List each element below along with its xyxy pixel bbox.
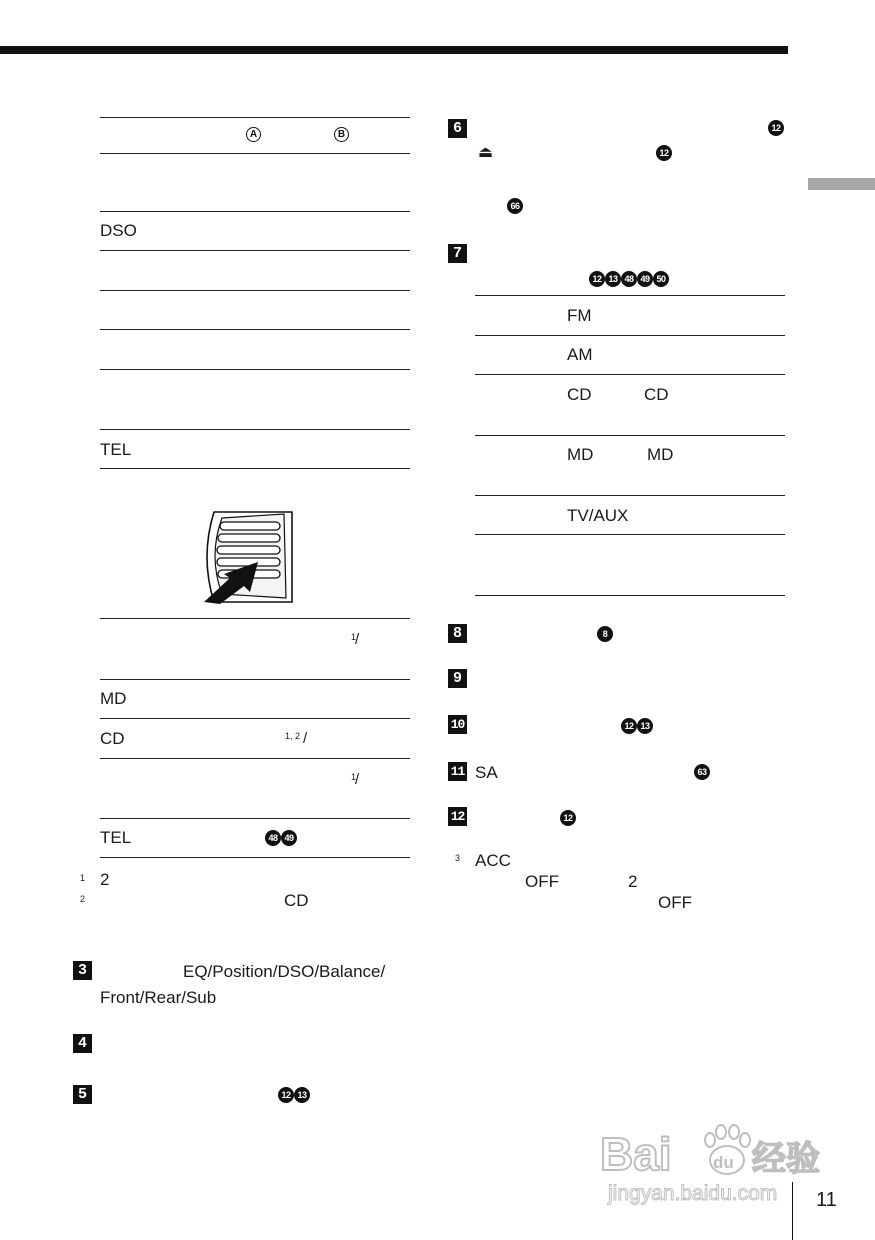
footnote-ref: 1 (351, 772, 357, 782)
footnote-ref: 1, 2 (285, 731, 301, 741)
row-label-md: MD (100, 689, 127, 708)
table-rule (100, 250, 410, 251)
slash-mark: / (303, 730, 308, 747)
page-ref: 12 (621, 718, 637, 734)
item-number-3: 3 (73, 961, 92, 980)
table-rule (100, 290, 410, 291)
page-ref: 12 (656, 145, 672, 161)
page-ref: 50 (653, 271, 669, 287)
footnote-mark-3: 3 (455, 853, 461, 863)
source-tv-aux: TV/AUX (567, 506, 629, 525)
page-refs (589, 271, 669, 287)
page-refs (278, 1087, 310, 1103)
item3-text-line2: Front/Rear/Sub (100, 988, 217, 1007)
note3-two: 2 (628, 872, 638, 891)
table-rule (475, 295, 785, 296)
footnote-text-2: CD (284, 891, 309, 910)
note3-off-a: OFF (525, 872, 559, 891)
footnote-text-1: 2 (100, 870, 110, 889)
slash-mark: / (355, 771, 360, 788)
item-number-9: 9 (448, 669, 467, 688)
table-rule (475, 534, 785, 535)
page-ref: 48 (265, 830, 281, 846)
row-label-cd: CD (100, 729, 125, 748)
page-number: 11 (816, 1189, 837, 1211)
page-ref: 66 (507, 198, 523, 214)
note3-off-b: OFF (658, 893, 692, 912)
item3-text-line1: EQ/Position/DSO/Balance/ (183, 962, 386, 981)
slash-mark: / (355, 631, 360, 648)
table-rule (100, 857, 410, 858)
watermark-text: Bai (600, 1128, 672, 1180)
table-rule (475, 595, 785, 596)
item11-text: SA (475, 763, 498, 782)
page-ref: 49 (281, 830, 297, 846)
page-refs (265, 830, 297, 846)
page-ref: 12 (278, 1087, 294, 1103)
footnote-mark-1: 1 (80, 873, 86, 883)
source-fm: FM (567, 306, 592, 325)
page-ref: 13 (294, 1087, 310, 1103)
item-number-11: 11 (448, 762, 467, 781)
table-rule (100, 618, 410, 619)
row-label-dso: DSO (100, 221, 137, 240)
header-rule (0, 46, 788, 54)
table-rule (100, 329, 410, 330)
item-number-6: 6 (448, 119, 467, 138)
circle-label-a: A (246, 127, 261, 142)
page-ref: 48 (621, 271, 637, 287)
note3-acc: ACC (475, 851, 511, 870)
page-number-rule (792, 1182, 793, 1240)
source-cd: CD (567, 385, 592, 404)
source-cd-changer: CD (644, 385, 669, 404)
table-rule (100, 468, 410, 469)
source-am: AM (567, 345, 593, 364)
row-label-tel: TEL (100, 440, 132, 459)
table-rule (100, 758, 410, 759)
footnote-ref: 1 (351, 632, 357, 642)
page-ref: 13 (637, 718, 653, 734)
page-ref: 13 (605, 271, 621, 287)
item-number-10: 10 (448, 715, 467, 734)
table-rule (475, 374, 785, 375)
table-rule (100, 117, 410, 118)
watermark-url: jingyan.baidu.com (608, 1182, 778, 1205)
table-rule (475, 435, 785, 436)
control-dial-illustration (196, 506, 298, 604)
page-refs (621, 718, 653, 734)
item-number-5: 5 (73, 1085, 92, 1104)
eject-icon: ⏏ (478, 144, 494, 161)
item-number-8: 8 (448, 624, 467, 643)
item-number-4: 4 (73, 1034, 92, 1053)
page-ref: 12 (589, 271, 605, 287)
row-label-tel-2: TEL (100, 828, 132, 847)
page-ref: 49 (637, 271, 653, 287)
source-md: MD (567, 445, 594, 464)
source-md-changer: MD (647, 445, 674, 464)
table-rule (100, 429, 410, 430)
paw-icon (705, 1125, 750, 1174)
circle-label-b: B (334, 127, 349, 142)
watermark-cn: 经验 (752, 1139, 820, 1179)
page-ref: 12 (768, 120, 784, 136)
page-ref: 8 (597, 626, 613, 642)
item-number-12: 12 (448, 807, 467, 826)
watermark-du: du (713, 1153, 734, 1172)
table-rule (100, 679, 410, 680)
footnote-mark-2: 2 (80, 894, 86, 904)
table-rule (475, 335, 785, 336)
table-rule (100, 718, 410, 719)
table-rule (100, 153, 410, 154)
page-ref: 63 (694, 764, 710, 780)
table-rule (100, 369, 410, 370)
table-rule (100, 211, 410, 212)
table-rule (475, 495, 785, 496)
item-number-7: 7 (448, 244, 467, 263)
baidu-watermark-logo (600, 1108, 832, 1208)
section-tab-marker (808, 178, 875, 190)
table-rule (100, 818, 410, 819)
page-ref: 12 (560, 810, 576, 826)
